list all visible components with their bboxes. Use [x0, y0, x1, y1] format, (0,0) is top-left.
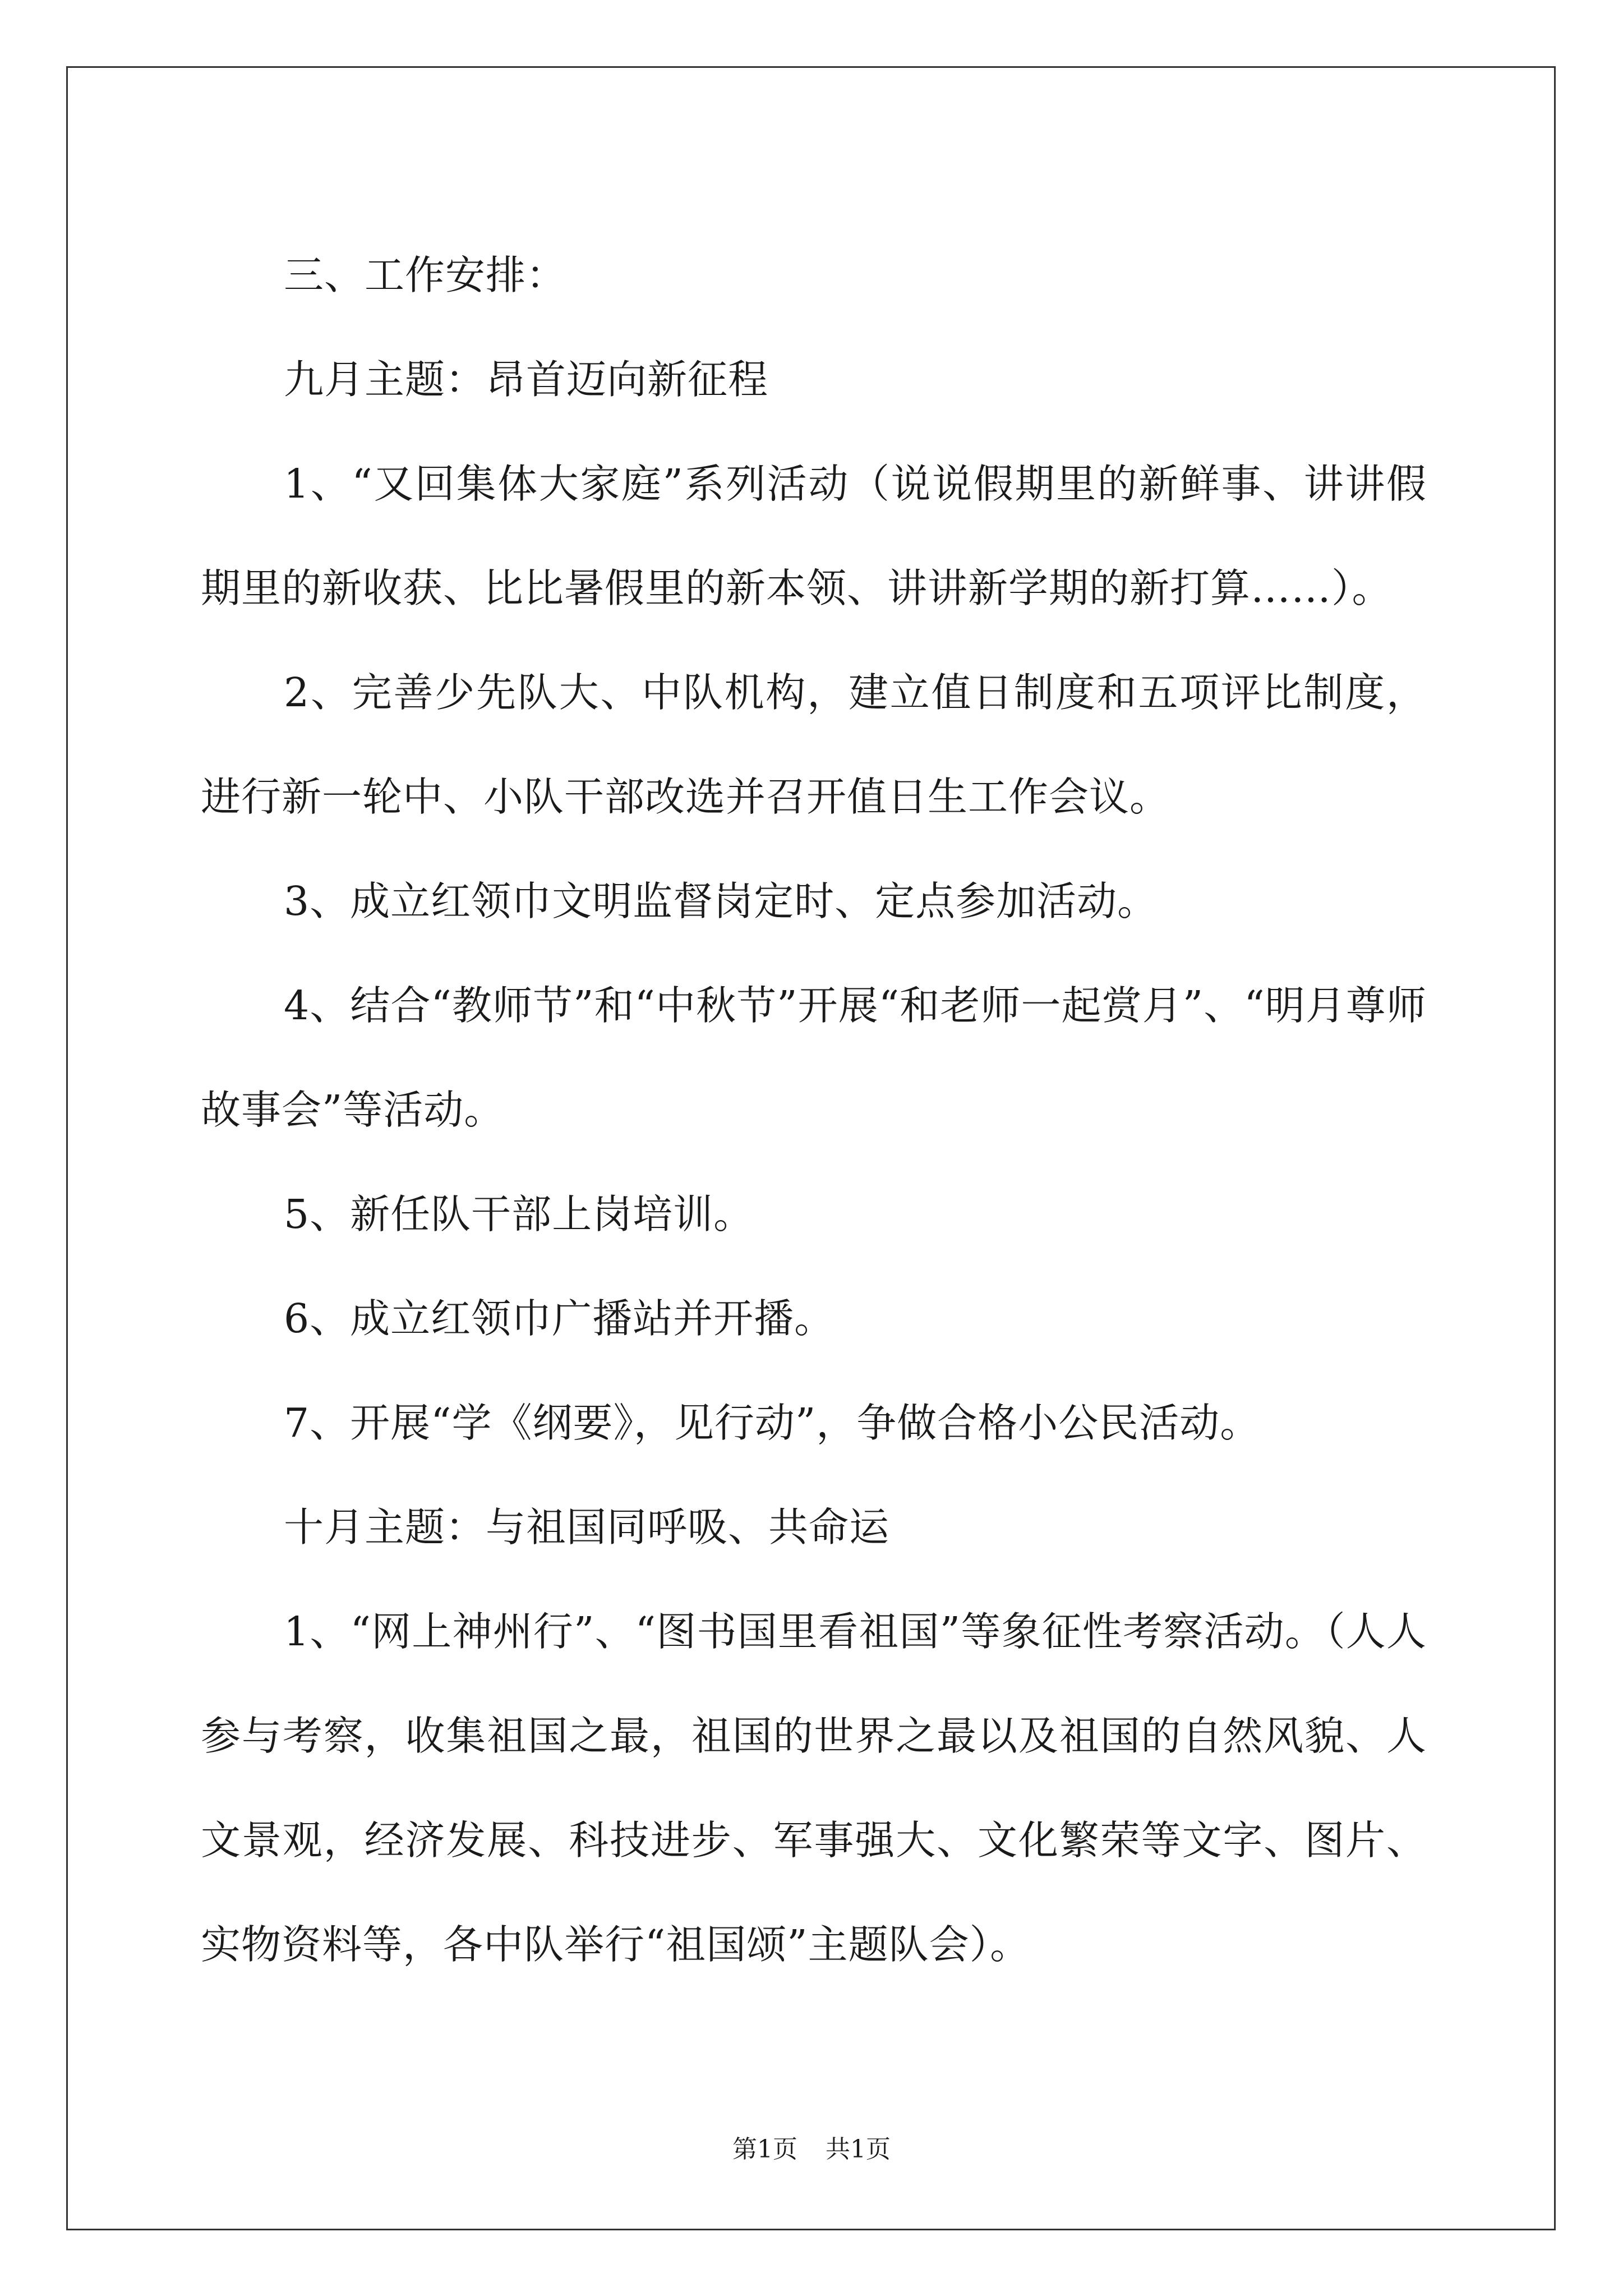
page-footer [0, 2129, 1623, 2165]
list-item: 5、新任队干部上岗培训。 [284, 1191, 754, 1237]
list-item: 6、成立红领巾广播站并开播。 [284, 1295, 835, 1342]
list-item: 7、开展“学《纲要》，见行动”，争做合格小公民活动。 [284, 1400, 1261, 1446]
list-item: 3、成立红领巾文明监督岗定时、定点参加活动。 [284, 878, 1158, 924]
month-theme-october: 十月主题：与祖国同呼吸、共命运 [284, 1504, 890, 1550]
list-item: 1、“又回集体大家庭”系列活动（说说假期里的新鲜事、讲讲假期里的新收获、比比暑假里的新本领、讲讲新学期的新打算……）。 [201, 461, 1427, 611]
month-theme-september: 九月主题：昂首迈向新征程 [284, 356, 769, 403]
list-item: 2、完善少先队大、中队机构，建立值日制度和五项评比制度，进行新一轮中、小队干部改选并召开值日生工作会议。 [201, 669, 1427, 820]
page-number: 第1页 [732, 2135, 797, 2164]
list-item: 1、“网上神州行”、“图书国里看祖国”等象征性考察活动。（人人参与考察，收集祖国之最，祖国的世界之最以及祖国的自然风貌、人文景观，经济发展、科技进步、军事强大、文化繁荣等文字、图片、实物资料等，各中队举行“祖国颂”主题队会）。 [201, 1608, 1427, 1968]
page-total: 共1页 [826, 2135, 891, 2164]
section-heading: 三、工作安排： [284, 252, 567, 298]
document-body [201, 223, 1427, 1997]
list-item: 4、结合“教师节”和“中秋节”开展“和老师一起赏月”、“明月尊师故事会”等活动。 [201, 982, 1427, 1133]
